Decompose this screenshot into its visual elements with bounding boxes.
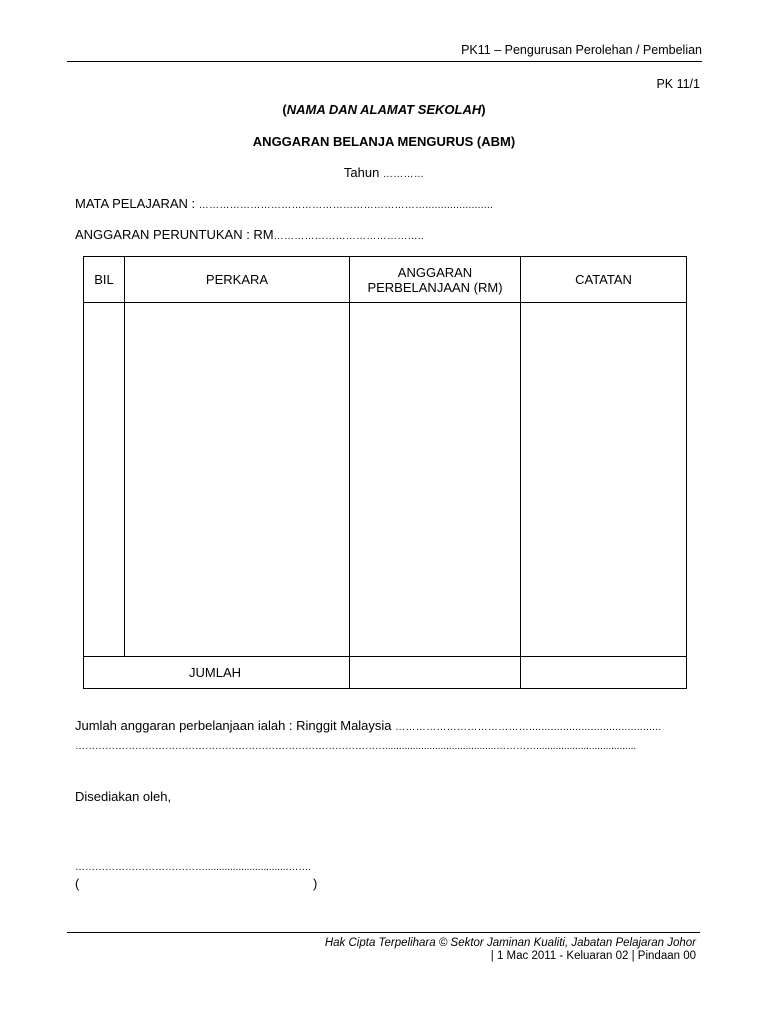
bil-cell[interactable] <box>84 303 125 657</box>
anggaran-cell[interactable] <box>350 303 521 657</box>
footer-divider <box>67 932 700 933</box>
prepared-by-label: Disediakan oleh, <box>75 789 172 804</box>
column-header-anggaran <box>350 257 521 303</box>
catatan-cell[interactable] <box>521 303 687 657</box>
subject-field <box>75 196 493 211</box>
footer-issue-info: | 1 Mac 2011 - Keluaran 02 | Pindaan 00 <box>490 950 696 962</box>
allocation-field <box>75 227 424 242</box>
table-header-row <box>84 257 687 303</box>
year-label: Tahun <box>343 165 380 180</box>
footer-copyright: Hak Cipta Terpelihara © Sektor Jaminan Kualiti, Jabatan Pelajaran Johor <box>324 937 696 949</box>
signature-line: …………………………………..............................……. <box>75 862 312 873</box>
name-close-paren: ) <box>313 876 318 891</box>
document-title: ANGGARAN BELANJA MENGURUS (ABM) <box>252 134 516 149</box>
school-open-paren: ( <box>282 102 287 117</box>
allocation-dots: …………………………………….. <box>273 231 424 242</box>
year-field <box>0 165 768 180</box>
column-header-perkara: PERKARA <box>125 257 350 303</box>
perkara-cell[interactable] <box>125 303 350 657</box>
header-divider <box>67 61 702 62</box>
school-close-paren: ) <box>481 102 486 117</box>
allocation-label: ANGGARAN PERUNTUKAN : RM <box>75 227 274 242</box>
year-dots: ………… <box>382 169 425 180</box>
subject-dots: …………………………………………………………...................... <box>198 200 494 211</box>
anggaran-header-line2: PERBELANJAAN (RM) <box>367 279 503 295</box>
school-name-text: NAMA DAN ALAMAT SEKOLAH <box>286 102 482 117</box>
header-module-title: PK11 – Pengurusan Perolehan / Pembelian <box>461 43 702 57</box>
total-label: JUMLAH <box>84 657 350 689</box>
table-body-row <box>84 303 687 657</box>
total-in-words-line2: …………………………………………………………………………………........................................………….................................... <box>75 741 637 752</box>
column-header-catatan: CATATAN <box>521 257 687 303</box>
school-name-placeholder <box>0 102 768 117</box>
total-in-words-dots: …………………………………........................................... <box>395 722 662 733</box>
column-header-bil: BIL <box>84 257 125 303</box>
total-in-words-label: Jumlah anggaran perbelanjaan ialah : Ringgit Malaysia <box>75 718 392 733</box>
subject-label: MATA PELAJARAN : <box>75 196 196 211</box>
anggaran-header-line1: ANGGARAN <box>397 264 473 280</box>
total-amount-cell[interactable] <box>350 657 521 689</box>
name-open-paren: ( <box>75 876 80 891</box>
form-code: PK 11/1 <box>656 77 700 91</box>
table-total-row <box>84 657 687 689</box>
budget-table <box>83 256 687 689</box>
total-notes-cell[interactable] <box>521 657 687 689</box>
total-in-words-field <box>75 718 661 733</box>
